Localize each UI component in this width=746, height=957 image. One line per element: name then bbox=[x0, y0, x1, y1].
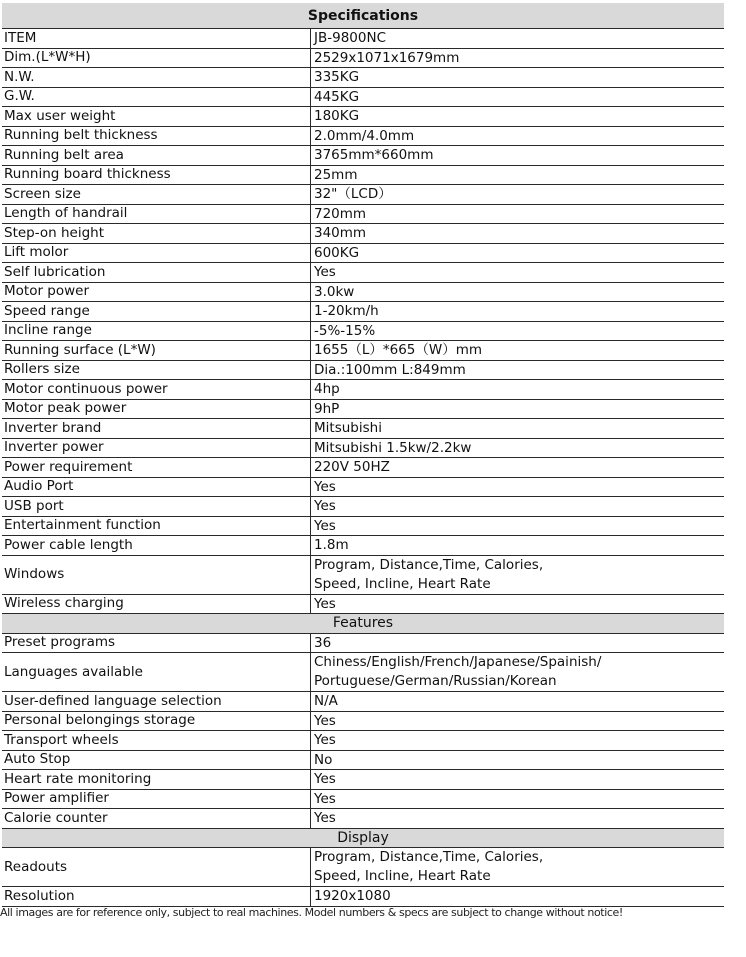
row-label: Running board thickness bbox=[2, 166, 311, 185]
table-row bbox=[2, 29, 724, 49]
table-row bbox=[2, 458, 724, 478]
table-row bbox=[2, 439, 724, 459]
table-row bbox=[2, 419, 724, 439]
row-label: Resolution bbox=[2, 887, 311, 906]
table-row bbox=[2, 751, 724, 771]
table-row bbox=[2, 770, 724, 790]
row-label: ITEM bbox=[2, 29, 311, 48]
row-value: 2529x1071x1679mm bbox=[314, 49, 460, 66]
table-row bbox=[2, 400, 724, 420]
table-row bbox=[2, 263, 724, 283]
row-label: Audio Port bbox=[2, 478, 311, 497]
table-row bbox=[2, 361, 724, 381]
table-row bbox=[2, 517, 724, 537]
row-value: 2.0mm/4.0mm bbox=[314, 127, 415, 144]
row-value: 600KG bbox=[314, 244, 360, 261]
table-row bbox=[2, 731, 724, 751]
row-value: Yes bbox=[314, 712, 336, 729]
row-label: Dim.(L*W*H) bbox=[2, 49, 311, 68]
table-row bbox=[2, 146, 724, 166]
row-value-line: Program, Distance,Time, Calories, bbox=[314, 556, 544, 573]
table-row bbox=[2, 887, 724, 907]
table-row bbox=[2, 634, 724, 654]
row-label: Auto Stop bbox=[2, 751, 311, 770]
row-value-line: Portuguese/German/Russian/Korean bbox=[314, 673, 557, 689]
row-label: Running surface (L*W) bbox=[2, 341, 311, 360]
row-label: Speed range bbox=[2, 302, 311, 321]
row-label: Length of handrail bbox=[2, 205, 311, 224]
row-label: User-defined language selection bbox=[2, 692, 311, 711]
row-value: Yes bbox=[314, 498, 336, 514]
row-label: Screen size bbox=[2, 185, 311, 204]
table-row bbox=[2, 536, 724, 556]
table-row bbox=[2, 205, 724, 225]
row-value bbox=[311, 653, 724, 691]
row-label: Inverter brand bbox=[2, 419, 311, 438]
row-value: Yes bbox=[314, 478, 336, 495]
row-value: Yes bbox=[314, 517, 336, 534]
spec-table bbox=[2, 3, 724, 907]
row-value: 36 bbox=[314, 634, 332, 651]
row-value: 32"（LCD） bbox=[314, 186, 392, 202]
row-label: Languages available bbox=[2, 653, 311, 691]
row-label: Incline range bbox=[2, 322, 311, 341]
row-label: Power cable length bbox=[2, 536, 311, 555]
row-label: Motor peak power bbox=[2, 400, 311, 419]
display-rows bbox=[2, 848, 724, 907]
row-value: N/A bbox=[314, 693, 338, 709]
features-rows bbox=[2, 634, 724, 829]
table-row bbox=[2, 283, 724, 303]
table-row bbox=[2, 380, 724, 400]
row-value: 335KG bbox=[314, 69, 360, 85]
row-label: Lift molor bbox=[2, 244, 311, 263]
table-row bbox=[2, 49, 724, 69]
table-row bbox=[2, 497, 724, 517]
row-value: Dia.:100mm L:849mm bbox=[314, 361, 466, 378]
row-label: Running belt area bbox=[2, 146, 311, 165]
row-label: Windows bbox=[2, 556, 311, 594]
row-label: Inverter power bbox=[2, 439, 311, 458]
row-label: Entertainment function bbox=[2, 517, 311, 536]
table-row bbox=[2, 322, 724, 342]
table-row bbox=[2, 88, 724, 108]
row-label: Transport wheels bbox=[2, 731, 311, 750]
specifications-rows bbox=[2, 29, 724, 614]
table-row bbox=[2, 653, 724, 692]
row-value: 25mm bbox=[314, 166, 358, 183]
table-row bbox=[2, 127, 724, 147]
table-row bbox=[2, 790, 724, 810]
row-value: Mitsubishi bbox=[314, 420, 382, 436]
row-value: 445KG bbox=[314, 88, 360, 105]
row-label: N.W. bbox=[2, 68, 311, 87]
table-row bbox=[2, 478, 724, 498]
row-label: Self lubrication bbox=[2, 263, 311, 282]
row-label: Readouts bbox=[2, 848, 311, 886]
table-row bbox=[2, 692, 724, 712]
row-value: Yes bbox=[314, 595, 336, 612]
table-row bbox=[2, 556, 724, 595]
table-row bbox=[2, 712, 724, 732]
table-row bbox=[2, 244, 724, 264]
row-value: 220V 50HZ bbox=[314, 459, 390, 475]
row-label: Rollers size bbox=[2, 361, 311, 380]
row-value-line: Program, Distance,Time, Calories, bbox=[314, 849, 544, 865]
row-label: Motor power bbox=[2, 283, 311, 302]
row-value-line: Speed, Incline, Heart Rate bbox=[314, 575, 491, 592]
row-label: Step-on height bbox=[2, 224, 311, 243]
row-value: Yes bbox=[314, 810, 336, 826]
section-header-specifications: Specifications bbox=[2, 3, 724, 29]
row-value: 3765mm*660mm bbox=[314, 147, 434, 163]
disclaimer-text: All images are for reference only, subject to real machines. Model numbers & specs are subject to change without notice! bbox=[0, 906, 623, 919]
table-row bbox=[2, 185, 724, 205]
row-value: 1.8m bbox=[314, 537, 349, 553]
section-header-features: Features bbox=[2, 614, 724, 634]
row-value: JB-9800NC bbox=[314, 30, 386, 46]
row-label: USB port bbox=[2, 497, 311, 516]
row-label: Power requirement bbox=[2, 458, 311, 477]
table-row bbox=[2, 107, 724, 127]
row-label: Motor continuous power bbox=[2, 380, 311, 399]
row-value: Yes bbox=[314, 790, 336, 807]
row-value: Yes bbox=[314, 264, 336, 280]
row-label: Personal belongings storage bbox=[2, 712, 311, 731]
row-value bbox=[311, 556, 724, 594]
row-value: 1-20km/h bbox=[314, 303, 379, 319]
row-label: Max user weight bbox=[2, 107, 311, 126]
row-value: Yes bbox=[314, 732, 336, 748]
table-row bbox=[2, 848, 724, 887]
row-value: Mitsubishi 1.5kw/2.2kw bbox=[314, 439, 472, 456]
row-value-line: Chiness/English/French/Japanese/Spainish/ bbox=[314, 654, 602, 670]
row-value: 180KG bbox=[314, 108, 360, 124]
row-value bbox=[311, 848, 724, 886]
row-value: 1920x1080 bbox=[314, 888, 391, 904]
table-row bbox=[2, 809, 724, 829]
row-label: Preset programs bbox=[2, 634, 311, 653]
row-value: 720mm bbox=[314, 205, 367, 222]
row-label: Calorie counter bbox=[2, 809, 311, 828]
row-label: Power amplifier bbox=[2, 790, 311, 809]
table-row bbox=[2, 224, 724, 244]
row-value: -5%-15% bbox=[314, 322, 376, 339]
row-value: 1655（L）*665（W）mm bbox=[314, 342, 483, 358]
row-value-line: Speed, Incline, Heart Rate bbox=[314, 868, 491, 884]
table-row bbox=[2, 302, 724, 322]
row-label: G.W. bbox=[2, 88, 311, 107]
row-label: Heart rate monitoring bbox=[2, 770, 311, 789]
row-label: Wireless charging bbox=[2, 595, 311, 614]
table-row bbox=[2, 166, 724, 186]
table-row bbox=[2, 595, 724, 615]
section-header-display: Display bbox=[2, 829, 724, 849]
table-row bbox=[2, 341, 724, 361]
row-value: No bbox=[314, 751, 333, 768]
table-row bbox=[2, 68, 724, 88]
row-value: 340mm bbox=[314, 225, 367, 241]
row-value: 3.0kw bbox=[314, 283, 355, 300]
row-value: Yes bbox=[314, 771, 336, 787]
row-value: 4hp bbox=[314, 381, 340, 397]
row-value: 9hP bbox=[314, 400, 340, 417]
row-label: Running belt thickness bbox=[2, 127, 311, 146]
